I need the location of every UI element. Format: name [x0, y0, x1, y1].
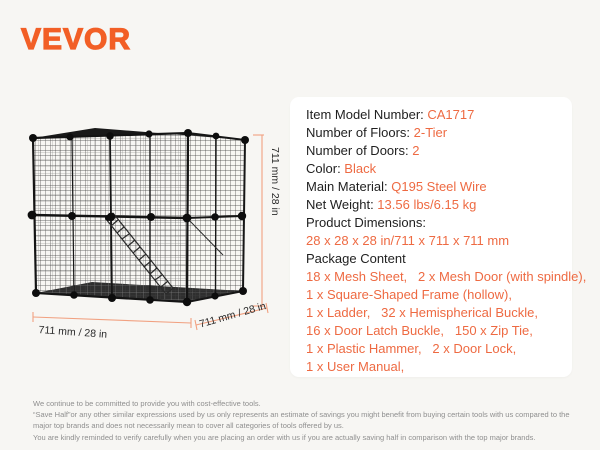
- footer-disclaimer: [33, 398, 570, 443]
- spec-label: Net Weight:: [306, 197, 378, 212]
- spec-value: Black: [344, 161, 377, 176]
- spec-row-package-heading: [306, 250, 560, 268]
- footer-line: major top brands and does not necessarily mean to cover all categories of tools offered by us.: [33, 421, 344, 431]
- spec-value: 1 x Square-Shaped Frame (hollow),: [306, 287, 512, 302]
- spec-row-model: [306, 106, 560, 124]
- spec-value: 28 x 28 x 28 in/711 x 711 x 711 mm: [306, 233, 510, 248]
- spec-row-weight: [306, 196, 560, 214]
- footer-line: You are kindly reminded to verify carefully when you are placing an order with us if you are actually saving half in comparison with the top major brands.: [33, 432, 536, 442]
- spec-row-package-6: [306, 358, 560, 376]
- spec-row-package-1: [306, 268, 587, 286]
- spec-label: Item Model Number:: [306, 107, 428, 122]
- spec-value: 1 x Plastic Hammer, 2 x Door Lock,: [306, 341, 517, 356]
- dimension-label-width: 711 mm / 28 in: [38, 324, 108, 341]
- spec-row-color: [306, 160, 560, 178]
- spec-label: Main Material:: [306, 179, 392, 194]
- spec-label: Color:: [306, 161, 345, 176]
- spec-label: Product Dimensions:: [306, 215, 426, 230]
- spec-row-package-5: [306, 340, 560, 358]
- spec-row-dimensions-heading: [306, 214, 560, 232]
- footer-line: “Save Half”or any other similar expressions used by us only represents an estimate of savings you might benefit from buying certain tools with us compared to the: [33, 410, 570, 420]
- spec-row-package-4: [306, 322, 560, 340]
- spec-value: 18 x Mesh Sheet, 2 x Mesh Door (with spindle),: [306, 269, 587, 284]
- spec-row-doors: [306, 142, 560, 160]
- spec-label: Package Content: [306, 251, 406, 266]
- spec-row-dimensions-value: [306, 232, 560, 250]
- dimension-label-depth: 711 mm / 28 in: [198, 300, 268, 331]
- dimension-label-height: 711 mm / 28 in: [269, 147, 281, 216]
- spec-label: Number of Floors:: [306, 125, 414, 140]
- spec-value: 2-Tier: [413, 125, 448, 140]
- spec-label: Number of Doors:: [306, 143, 413, 158]
- spec-row-material: [306, 178, 560, 196]
- spec-row-floors: [306, 124, 560, 142]
- spec-value: CA1717: [427, 107, 475, 122]
- spec-row-package-2: [306, 286, 560, 304]
- vevor-logo: VEVOR: [21, 23, 132, 56]
- spec-value: 13.56 lbs/6.15 kg: [377, 197, 477, 212]
- spec-value: Q195 Steel Wire: [391, 179, 487, 194]
- spec-value: 1 x Ladder, 32 x Hemispherical Buckle,: [306, 305, 538, 320]
- spec-card: [290, 97, 587, 377]
- product-diagram: [15, 115, 295, 355]
- footer-line: We continue to be committed to provide you with cost-effective tools.: [33, 399, 261, 408]
- spec-value: 1 x User Manual,: [306, 359, 405, 374]
- spec-row-package-3: [306, 304, 560, 322]
- cage-wireframe-illustration: [15, 115, 295, 355]
- spec-value: 2: [412, 143, 420, 158]
- spec-value: 16 x Door Latch Buckle, 150 x Zip Tie,: [306, 323, 533, 338]
